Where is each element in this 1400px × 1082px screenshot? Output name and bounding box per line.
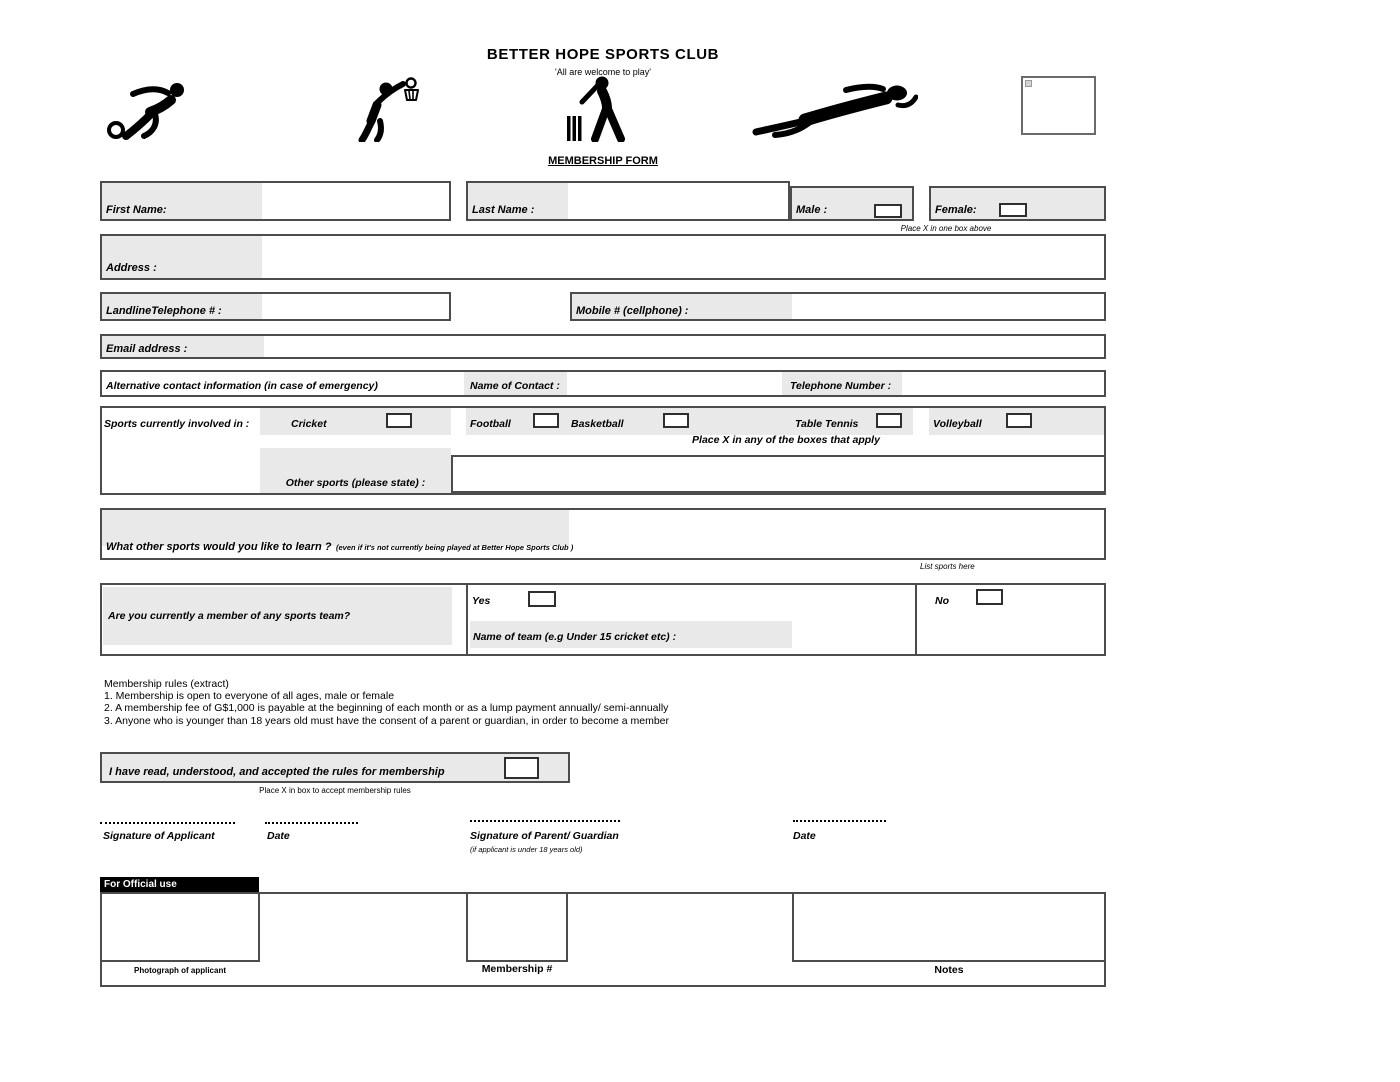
first-name-field bbox=[100, 181, 451, 221]
male-checkbox[interactable] bbox=[874, 204, 902, 218]
learn-label-wrap bbox=[106, 537, 573, 555]
rules-heading: Membership rules (extract) bbox=[104, 678, 229, 690]
mobile-label: Mobile # (cellphone) : bbox=[576, 305, 689, 317]
emergency-section-label: Alternative contact information (in case of emergency) bbox=[106, 380, 378, 392]
female-checkbox[interactable] bbox=[999, 203, 1027, 217]
membership-rules bbox=[104, 678, 669, 727]
parent-signature-note: (if applicant is under 18 years old) bbox=[470, 845, 583, 854]
membership-number-box[interactable] bbox=[466, 892, 568, 962]
landline-input[interactable] bbox=[262, 294, 449, 319]
notes-box[interactable] bbox=[792, 892, 1106, 962]
official-use-heading: For Official use bbox=[100, 877, 259, 892]
other-sports-label: Other sports (please state) : bbox=[285, 477, 426, 489]
landline-field bbox=[100, 292, 451, 321]
applicant-date-line[interactable] bbox=[265, 822, 358, 824]
football-checkbox[interactable] bbox=[533, 413, 559, 428]
basketball-checkbox[interactable] bbox=[663, 413, 689, 428]
team-section bbox=[100, 583, 1106, 656]
sports-shade-1 bbox=[260, 408, 451, 435]
no-checkbox[interactable] bbox=[976, 589, 1003, 605]
learn-sports-input[interactable] bbox=[569, 510, 1104, 558]
soccer-player-icon bbox=[105, 80, 197, 142]
photo-box[interactable] bbox=[100, 892, 260, 962]
other-sports-input[interactable] bbox=[451, 455, 1106, 493]
learn-question-label: What other sports would you like to learn ? bbox=[106, 541, 332, 553]
no-label: No bbox=[935, 595, 949, 607]
table-tennis-checkbox[interactable] bbox=[876, 413, 902, 428]
yes-checkbox[interactable] bbox=[528, 591, 556, 607]
sports-involved-label: Sports currently involved in : bbox=[104, 418, 250, 430]
last-name-field bbox=[466, 181, 790, 221]
parent-signature-label: Signature of Parent/ Guardian bbox=[470, 830, 619, 842]
cricket-checkbox[interactable] bbox=[386, 413, 412, 428]
sport-label-basketball: Basketball bbox=[571, 418, 624, 430]
sports-boxes-hint: Place X in any of the boxes that apply bbox=[692, 434, 880, 446]
address-label: Address : bbox=[106, 262, 157, 274]
female-label: Female: bbox=[935, 204, 977, 216]
form-heading: MEMBERSHIP FORM bbox=[548, 155, 658, 167]
team-divider-2 bbox=[915, 585, 917, 654]
first-name-label: First Name: bbox=[106, 204, 167, 216]
team-divider-1 bbox=[466, 585, 468, 654]
contact-name-label: Name of Contact : bbox=[470, 380, 560, 392]
contact-name-input[interactable] bbox=[569, 372, 781, 395]
parent-date-label: Date bbox=[793, 830, 816, 842]
volleyball-checkbox[interactable] bbox=[1006, 413, 1032, 428]
photo-box-label: Photograph of applicant bbox=[134, 966, 226, 975]
rule-2: 2. A membership fee of G$1,000 is payable at the beginning of each month or as a lump payment annually/ semi-annually bbox=[104, 702, 669, 715]
broken-image-icon bbox=[1025, 80, 1032, 87]
mobile-field bbox=[570, 292, 1106, 321]
female-field bbox=[929, 186, 1106, 221]
male-label: Male : bbox=[796, 204, 828, 216]
last-name-input[interactable] bbox=[568, 183, 788, 219]
acceptance-checkbox[interactable] bbox=[504, 757, 539, 779]
applicant-signature-label: Signature of Applicant bbox=[103, 830, 215, 842]
learn-sports-field bbox=[100, 508, 1106, 560]
yes-label: Yes bbox=[472, 595, 491, 607]
club-motto: 'All are welcome to play' bbox=[555, 67, 651, 77]
last-name-label: Last Name : bbox=[472, 204, 535, 216]
team-name-input[interactable] bbox=[792, 621, 914, 651]
notes-label: Notes bbox=[934, 964, 964, 976]
logo-placeholder-box bbox=[1021, 76, 1096, 135]
rule-3: 3. Anyone who is younger than 18 years old must have the consent of a parent or guardian, in order to become a member bbox=[104, 714, 670, 727]
team-question-label: Are you currently a member of any sports team? bbox=[108, 610, 351, 622]
email-label: Email address : bbox=[106, 343, 188, 355]
cricket-batsman-icon bbox=[558, 74, 632, 142]
basketball-player-icon bbox=[350, 76, 424, 142]
sprinter-icon bbox=[748, 80, 918, 138]
first-name-input[interactable] bbox=[262, 183, 449, 219]
telephone-number-input[interactable] bbox=[902, 372, 1104, 395]
learn-question-note: (even if it's not currently being played at Better Hope Sports Club ) bbox=[335, 543, 574, 552]
team-name-label: Name of team (e.g Under 15 cricket etc) : bbox=[473, 631, 677, 643]
email-field bbox=[100, 334, 1106, 359]
sport-label-table-tennis: Table Tennis bbox=[795, 418, 859, 430]
telephone-number-label: Telephone Number : bbox=[790, 380, 892, 392]
applicant-date-label: Date bbox=[267, 830, 290, 842]
sport-label-cricket: Cricket bbox=[291, 418, 327, 430]
applicant-signature-line[interactable] bbox=[100, 822, 235, 824]
mobile-input[interactable] bbox=[792, 294, 1104, 319]
rule-1: 1. Membership is open to everyone of all ages, male or female bbox=[104, 690, 395, 703]
parent-signature-line[interactable] bbox=[470, 820, 620, 822]
address-field bbox=[100, 234, 1106, 280]
gender-hint: Place X in one box above bbox=[900, 224, 992, 233]
acceptance-hint: Place X in box to accept membership rules bbox=[259, 786, 411, 795]
sport-label-volleyball: Volleyball bbox=[933, 418, 982, 430]
email-input[interactable] bbox=[264, 336, 1104, 357]
membership-number-label: Membership # bbox=[481, 963, 553, 975]
list-sports-hint: List sports here bbox=[920, 562, 975, 571]
emergency-contact-row bbox=[100, 370, 1106, 397]
male-field bbox=[790, 186, 914, 221]
address-input[interactable] bbox=[262, 236, 1104, 278]
sport-label-football: Football bbox=[470, 418, 511, 430]
acceptance-statement: I have read, understood, and accepted the rules for membership bbox=[109, 766, 445, 778]
parent-date-line[interactable] bbox=[793, 820, 886, 822]
landline-label: LandlineTelephone # : bbox=[106, 305, 222, 317]
club-title: BETTER HOPE SPORTS CLUB bbox=[486, 46, 720, 63]
acceptance-field bbox=[100, 752, 570, 783]
